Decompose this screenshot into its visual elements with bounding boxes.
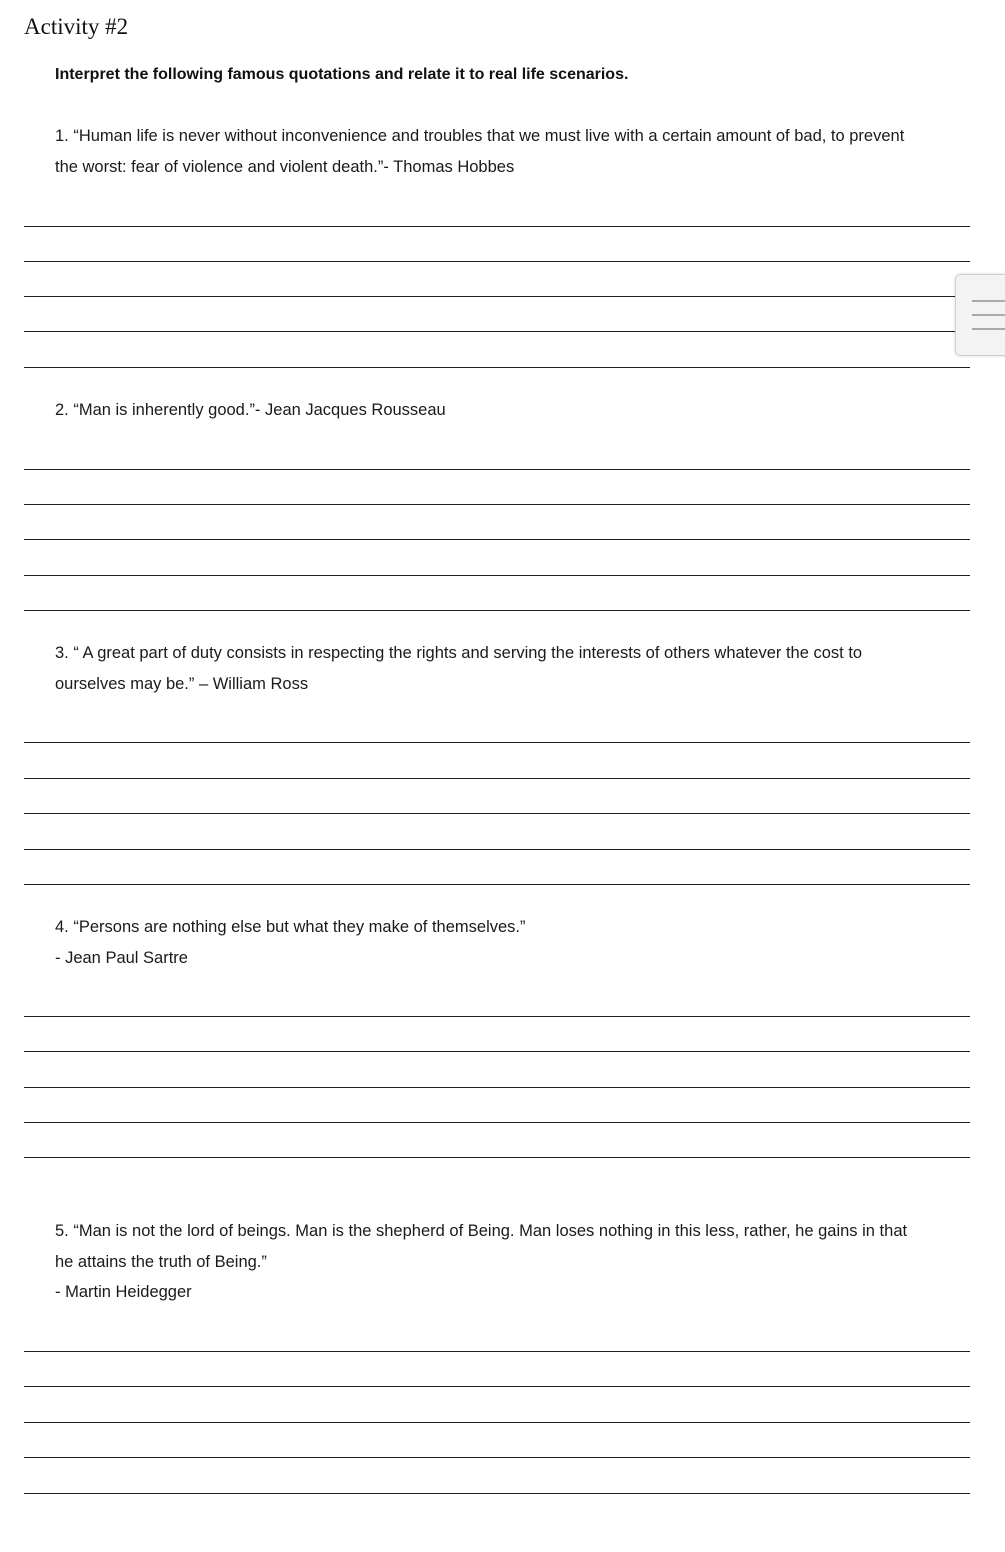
question-5-line-1: 5. “Man is not the lord of beings. Man is the shepherd of Being. Man loses nothing in this less, rather, he gains in that <box>55 1222 908 1240</box>
answer-line-5-2[interactable] <box>24 1386 970 1387</box>
answer-line-1-4[interactable] <box>24 331 970 332</box>
answer-line-3-5[interactable] <box>24 884 970 885</box>
side-panel-toggle[interactable] <box>955 274 1005 356</box>
answer-line-2-1[interactable] <box>24 469 970 470</box>
answer-line-5-4[interactable] <box>24 1457 970 1458</box>
question-5-line-2: he attains the truth of Being.” <box>55 1252 267 1271</box>
answer-line-2-4[interactable] <box>24 575 970 576</box>
answer-line-1-3[interactable] <box>24 296 970 297</box>
question-2 <box>55 395 975 426</box>
question-4-line-2: - Jean Paul Sartre <box>55 948 188 967</box>
answer-line-4-1[interactable] <box>24 1016 970 1017</box>
question-3-line-2: ourselves may be.” – William Ross <box>55 674 309 693</box>
answer-line-5-1[interactable] <box>24 1351 970 1352</box>
question-3 <box>55 638 975 699</box>
answer-line-4-4[interactable] <box>24 1122 970 1123</box>
question-1-line-1: 1. “Human life is never without inconvenience and troubles that we must live with a certain amount of bad, to prevent <box>55 127 905 145</box>
answer-line-4-5[interactable] <box>24 1157 970 1158</box>
answer-line-2-5[interactable] <box>24 610 970 611</box>
question-5 <box>55 1216 975 1308</box>
answer-line-5-3[interactable] <box>24 1422 970 1423</box>
question-4-line-1: 4. “Persons are nothing else but what they make of themselves.” <box>55 918 526 936</box>
answer-line-2-2[interactable] <box>24 504 970 505</box>
question-4 <box>55 912 975 973</box>
instruction-text: Interpret the following famous quotations and relate it to real life scenarios. <box>55 66 629 83</box>
answer-line-3-1[interactable] <box>24 742 970 743</box>
question-3-line-1: 3. “ A great part of duty consists in respecting the rights and serving the interests of others whatever the cost to <box>55 644 863 662</box>
answer-line-1-5[interactable] <box>24 367 970 368</box>
answer-line-3-4[interactable] <box>24 849 970 850</box>
answer-line-3-2[interactable] <box>24 778 970 779</box>
question-1-line-2: the worst: fear of violence and violent death.”- Thomas Hobbes <box>55 157 515 176</box>
answer-line-2-3[interactable] <box>24 539 970 540</box>
answer-line-4-3[interactable] <box>24 1087 970 1088</box>
answer-line-1-1[interactable] <box>24 226 970 227</box>
question-5-line-3: - Martin Heidegger <box>55 1283 192 1301</box>
answer-line-3-3[interactable] <box>24 813 970 814</box>
question-2-line-1: 2. “Man is inherently good.”- Jean Jacques Rousseau <box>55 401 446 419</box>
answer-line-1-2[interactable] <box>24 261 970 262</box>
answer-line-4-2[interactable] <box>24 1051 970 1052</box>
question-1 <box>55 121 975 182</box>
page-title: Activity #2 <box>24 14 129 39</box>
answer-line-5-5[interactable] <box>24 1493 970 1494</box>
